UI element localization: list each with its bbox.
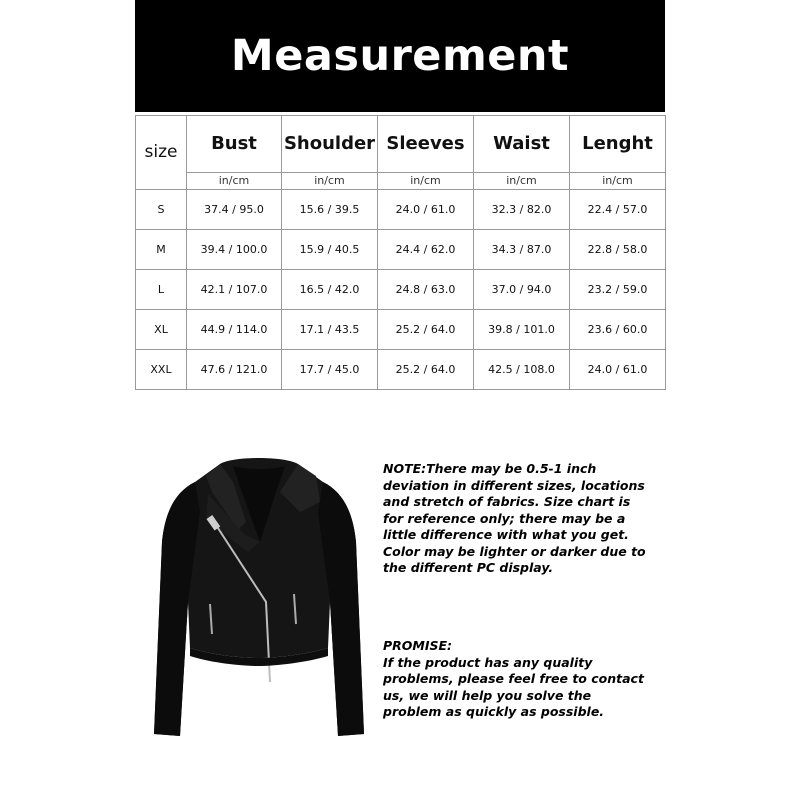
column-header-bust: Bust	[187, 116, 282, 173]
value-cell: 25.2 / 64.0	[378, 309, 474, 349]
value-cell: 22.4 / 57.0	[570, 189, 666, 229]
table-row	[136, 309, 666, 349]
promise-heading: PROMISE:	[383, 638, 453, 653]
value-cell: 37.0 / 94.0	[474, 269, 570, 309]
unit-cell: in/cm	[570, 172, 666, 189]
value-cell: 42.1 / 107.0	[187, 269, 282, 309]
size-cell: M	[136, 229, 187, 269]
unit-corner-cell	[136, 172, 187, 189]
value-cell: 47.6 / 121.0	[187, 349, 282, 389]
value-cell: 24.4 / 62.0	[378, 229, 474, 269]
unit-cell: in/cm	[282, 172, 378, 189]
value-cell: 25.2 / 64.0	[378, 349, 474, 389]
value-cell: 22.8 / 58.0	[570, 229, 666, 269]
size-cell: XL	[136, 309, 187, 349]
value-cell: 23.6 / 60.0	[570, 309, 666, 349]
value-cell: 24.8 / 63.0	[378, 269, 474, 309]
value-cell: 24.0 / 61.0	[570, 349, 666, 389]
column-header-length: Lenght	[570, 116, 666, 173]
measurement-banner	[135, 0, 665, 112]
table-row	[136, 229, 666, 269]
value-cell: 39.4 / 100.0	[187, 229, 282, 269]
value-cell: 17.7 / 45.0	[282, 349, 378, 389]
size-cell: L	[136, 269, 187, 309]
value-cell: 44.9 / 114.0	[187, 309, 282, 349]
size-column-header: size	[136, 116, 187, 173]
promise-text: If the product has any quality problems, please feel free to contact us, we will help you solve the problem as quickly as possible.	[383, 654, 644, 719]
column-header-sleeves: Sleeves	[378, 116, 474, 173]
value-cell: 15.9 / 40.5	[282, 229, 378, 269]
table-header-row	[136, 116, 666, 173]
promise-block	[383, 638, 653, 721]
size-cell: S	[136, 189, 187, 229]
value-cell: 24.0 / 61.0	[378, 189, 474, 229]
banner-title: Measurement	[230, 31, 570, 81]
value-cell: 16.5 / 42.0	[282, 269, 378, 309]
value-cell: 39.8 / 101.0	[474, 309, 570, 349]
value-cell: 17.1 / 43.5	[282, 309, 378, 349]
unit-cell: in/cm	[187, 172, 282, 189]
table-row	[136, 349, 666, 389]
size-cell: XXL	[136, 349, 187, 389]
note-text: NOTE:There may be 0.5-1 inch deviation in different sizes, locations and stretch of fabrics. Size chart is for reference only; there may be a little difference with what you get. Color may be lighter or darker due to the different PC display.	[383, 461, 646, 575]
unit-row	[136, 172, 666, 189]
table-row	[136, 189, 666, 229]
value-cell: 15.6 / 39.5	[282, 189, 378, 229]
column-header-shoulder: Shoulder	[282, 116, 378, 173]
size-chart-table	[135, 115, 666, 390]
column-header-waist: Waist	[474, 116, 570, 173]
leather-jacket-image	[148, 452, 370, 740]
table-row	[136, 269, 666, 309]
value-cell: 23.2 / 59.0	[570, 269, 666, 309]
unit-cell: in/cm	[474, 172, 570, 189]
unit-cell: in/cm	[378, 172, 474, 189]
value-cell: 42.5 / 108.0	[474, 349, 570, 389]
value-cell: 34.3 / 87.0	[474, 229, 570, 269]
value-cell: 32.3 / 82.0	[474, 189, 570, 229]
value-cell: 37.4 / 95.0	[187, 189, 282, 229]
